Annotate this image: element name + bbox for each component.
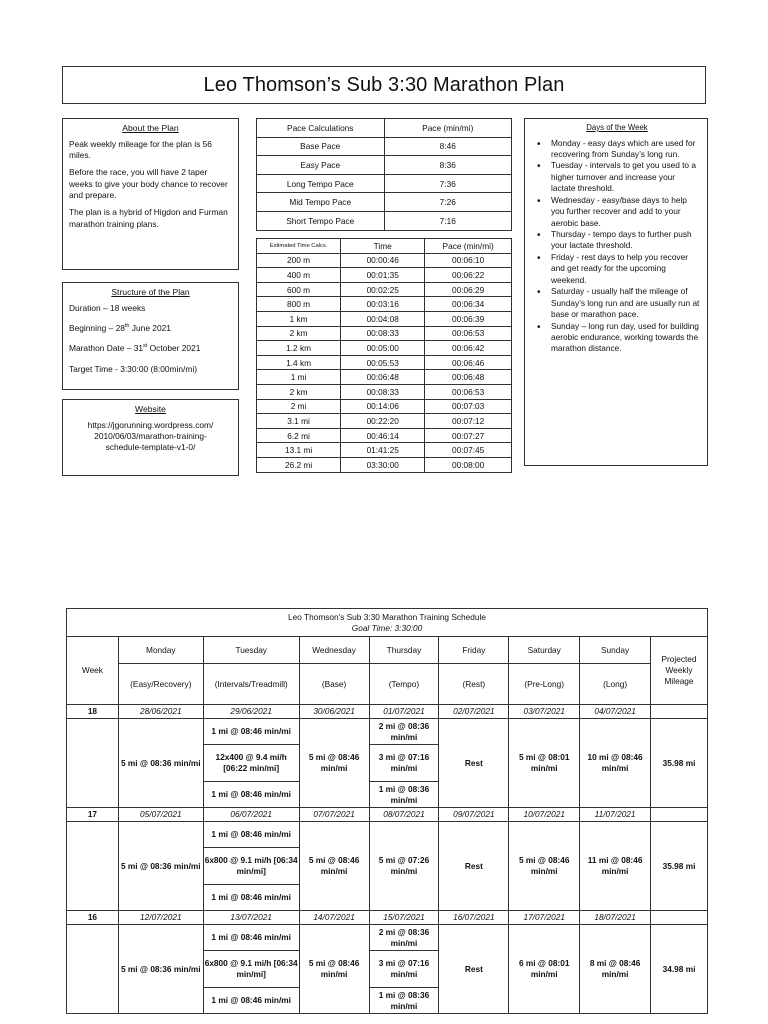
week-number: 16 <box>67 911 119 925</box>
estimated-distance: 26.2 mi <box>257 457 341 472</box>
day-description: • Wednesday - easy/base days to help you further recover and add to your aerobic base. <box>551 195 701 229</box>
pace-value: 7:16 <box>384 211 512 230</box>
schedule-workout-row <box>67 925 708 951</box>
monday-workout: 5 mi @ 08:36 min/mi <box>118 719 203 808</box>
day-header: Thursday <box>369 637 439 664</box>
days-heading: Days of the Week <box>586 123 648 132</box>
estimated-pace: 00:06:42 <box>425 341 512 356</box>
schedule-date: 14/07/2021 <box>299 911 369 925</box>
estimated-pace: 00:06:53 <box>425 384 512 399</box>
estimated-time: 03:30:00 <box>341 457 425 472</box>
estimated-pace: 00:06:29 <box>425 282 512 297</box>
monday-workout: 5 mi @ 08:36 min/mi <box>118 925 203 1014</box>
estimated-row <box>257 443 512 458</box>
schedule-date: 01/07/2021 <box>369 705 439 719</box>
schedule-workout-row <box>67 719 708 745</box>
sunday-workout: 10 mi @ 08:46 min/mi <box>580 719 651 808</box>
schedule-date: 28/06/2021 <box>118 705 203 719</box>
about-heading: About the Plan <box>122 123 179 133</box>
day-description: • Monday - easy days which are used for recovering from Sunday’s long run. <box>551 138 701 161</box>
estimated-time: 00:46:14 <box>341 428 425 443</box>
day-header: Tuesday <box>203 637 299 664</box>
date-row-spacer <box>651 705 708 719</box>
day-description: • Tuesday - intervals to get you used to a higher turnover and increase your lactate threshold. <box>551 160 701 194</box>
tuesday-workout: 1 mi @ 08:46 min/mi <box>203 988 299 1014</box>
estimated-distance: 2 km <box>257 384 341 399</box>
about-text-3: The plan is a hybrid of Higdon and Furman marathon training plans. <box>69 207 228 229</box>
estimated-time: 00:22:20 <box>341 414 425 429</box>
friday-workout: Rest <box>439 719 509 808</box>
estimated-pace: 00:06:39 <box>425 311 512 326</box>
website-panel <box>62 399 239 476</box>
saturday-workout: 5 mi @ 08:01 min/mi <box>509 719 580 808</box>
estimated-distance: 400 m <box>257 268 341 283</box>
schedule-date: 17/07/2021 <box>509 911 580 925</box>
pace-value: 7:26 <box>384 193 512 212</box>
structure-marathon-date: Marathon Date – 31st October 2021 <box>69 343 201 354</box>
estimated-row <box>257 370 512 385</box>
structure-panel <box>62 282 239 390</box>
schedule-date: 03/07/2021 <box>509 705 580 719</box>
thursday-workout: 5 mi @ 07:26 min/mi <box>369 822 439 911</box>
date-row-spacer <box>651 911 708 925</box>
day-header: Sunday <box>580 637 651 664</box>
estimated-distance: 1.4 km <box>257 355 341 370</box>
structure-duration: Duration – 18 weeks <box>69 302 146 313</box>
schedule-date: 08/07/2021 <box>369 808 439 822</box>
page-title: Leo Thomson’s Sub 3:30 Marathon Plan <box>203 73 565 96</box>
projected-mileage: 35.98 mi <box>651 822 708 911</box>
estimated-row <box>257 399 512 414</box>
pace-value: 7:36 <box>384 174 512 193</box>
estimated-time: 00:00:46 <box>341 253 425 268</box>
estimated-pace: 00:06:22 <box>425 268 512 283</box>
estimated-pace: 00:06:48 <box>425 370 512 385</box>
schedule-date: 02/07/2021 <box>439 705 509 719</box>
week-spacer <box>67 822 119 911</box>
estimated-pace: 00:06:34 <box>425 297 512 312</box>
week-number: 17 <box>67 808 119 822</box>
schedule-date: 13/07/2021 <box>203 911 299 925</box>
projected-mileage: 34.98 mi <box>651 925 708 1014</box>
estimated-time-table <box>256 238 512 473</box>
schedule-date: 12/07/2021 <box>118 911 203 925</box>
estimated-distance: 1 mi <box>257 370 341 385</box>
estimated-distance: 1.2 km <box>257 341 341 356</box>
schedule-date: 09/07/2021 <box>439 808 509 822</box>
estimated-time: 00:14:06 <box>341 399 425 414</box>
estimated-distance: 1 km <box>257 311 341 326</box>
pace-label: Easy Pace <box>257 156 385 175</box>
tuesday-workout: 1 mi @ 08:46 min/mi <box>203 719 299 745</box>
monday-workout: 5 mi @ 08:36 min/mi <box>118 822 203 911</box>
day-type-header: (Intervals/Treadmill) <box>203 664 299 705</box>
day-type-header: (Base) <box>299 664 369 705</box>
sunday-workout: 8 mi @ 08:46 min/mi <box>580 925 651 1014</box>
structure-heading: Structure of the Plan <box>111 287 190 297</box>
day-type-header: (Long) <box>580 664 651 705</box>
estimated-distance: 13.1 mi <box>257 443 341 458</box>
estimated-distance: 600 m <box>257 282 341 297</box>
pace-header-value: Pace (min/mi) <box>384 119 512 138</box>
pace-header-row <box>257 119 512 138</box>
tuesday-workout: 1 mi @ 08:46 min/mi <box>203 822 299 848</box>
estimated-pace: 00:07:12 <box>425 414 512 429</box>
schedule-date: 07/07/2021 <box>299 808 369 822</box>
estimated-time: 00:02:25 <box>341 282 425 297</box>
estimated-pace: 00:07:27 <box>425 428 512 443</box>
page-title-box <box>62 66 706 104</box>
schedule-date-row <box>67 705 708 719</box>
estimated-time: 00:08:33 <box>341 384 425 399</box>
schedule-date: 18/07/2021 <box>580 911 651 925</box>
estimated-row <box>257 268 512 283</box>
estimated-pace: 00:08:00 <box>425 457 512 472</box>
estimated-distance: 2 km <box>257 326 341 341</box>
estimated-pace: 00:06:53 <box>425 326 512 341</box>
schedule-day-row <box>67 637 708 664</box>
friday-workout: Rest <box>439 925 509 1014</box>
pace-label: Base Pace <box>257 137 385 156</box>
estimated-row <box>257 282 512 297</box>
estimated-row <box>257 414 512 429</box>
estimated-pace: 00:07:03 <box>425 399 512 414</box>
pace-row <box>257 193 512 212</box>
schedule-goal: Goal Time: 3:30:00 <box>351 622 423 633</box>
tuesday-workout: 1 mi @ 08:46 min/mi <box>203 782 299 808</box>
estimated-time: 01:41:25 <box>341 443 425 458</box>
estimated-header-time: Time <box>341 239 425 254</box>
estimated-distance: 2 mi <box>257 399 341 414</box>
pace-header-label: Pace Calculations <box>257 119 385 138</box>
week-spacer <box>67 719 119 808</box>
estimated-distance: 800 m <box>257 297 341 312</box>
day-description: • Friday - rest days to help you recover and get ready for the upcoming weekend. <box>551 252 701 286</box>
website-heading: Website <box>135 404 166 414</box>
thursday-workout: 3 mi @ 07:16 min/mi <box>369 745 439 782</box>
pace-label: Long Tempo Pace <box>257 174 385 193</box>
thursday-workout: 2 mi @ 08:36 min/mi <box>369 719 439 745</box>
schedule-type-row <box>67 664 708 705</box>
estimated-row <box>257 341 512 356</box>
estimated-pace: 00:06:10 <box>425 253 512 268</box>
structure-target: Target Time - 3:30:00 (8:00min/mi) <box>69 363 197 374</box>
pace-row <box>257 137 512 156</box>
estimated-row <box>257 457 512 472</box>
sunday-workout: 11 mi @ 08:46 min/mi <box>580 822 651 911</box>
wednesday-workout: 5 mi @ 08:46 min/mi <box>299 822 369 911</box>
day-description: • Thursday - tempo days to further push your lactate threshold. <box>551 229 701 252</box>
pace-value: 8:46 <box>384 137 512 156</box>
estimated-distance: 6.2 mi <box>257 428 341 443</box>
about-panel <box>62 118 239 270</box>
tuesday-workout: 6x800 @ 9.1 mi/h [06:34 min/mi] <box>203 848 299 885</box>
estimated-pace: 00:06:46 <box>425 355 512 370</box>
estimated-distance: 3.1 mi <box>257 414 341 429</box>
schedule-date: 15/07/2021 <box>369 911 439 925</box>
day-description: • Saturday - usually half the mileage of Sunday’s long run and are usually run at base or marathon pace. <box>551 286 701 320</box>
schedule-date-row <box>67 808 708 822</box>
estimated-time: 00:03:16 <box>341 297 425 312</box>
pace-label: Short Tempo Pace <box>257 211 385 230</box>
schedule-date: 11/07/2021 <box>580 808 651 822</box>
day-header: Wednesday <box>299 637 369 664</box>
projected-mileage: 35.98 mi <box>651 719 708 808</box>
date-row-spacer <box>651 808 708 822</box>
day-header: Monday <box>118 637 203 664</box>
wednesday-workout: 5 mi @ 08:46 min/mi <box>299 925 369 1014</box>
saturday-workout: 6 mi @ 08:01 min/mi <box>509 925 580 1014</box>
schedule-workout-row <box>67 822 708 848</box>
pace-value: 8:36 <box>384 156 512 175</box>
about-text-1: Peak weekly mileage for the plan is 56 miles. <box>69 138 212 160</box>
day-type-header: (Tempo) <box>369 664 439 705</box>
estimated-header-pace: Pace (min/mi) <box>425 239 512 254</box>
week-spacer <box>67 925 119 1014</box>
estimated-distance: 200 m <box>257 253 341 268</box>
estimated-time: 00:05:00 <box>341 341 425 356</box>
schedule-date: 05/07/2021 <box>118 808 203 822</box>
estimated-row <box>257 355 512 370</box>
day-description: • Sunday – long run day, used for building aerobic endurance, working towards the marathon distance. <box>551 321 701 355</box>
week-header: Week <box>67 637 119 705</box>
thursday-workout: 3 mi @ 07:16 min/mi <box>369 951 439 988</box>
schedule-title: Leo Thomson's Sub 3:30 Marathon Training Schedule <box>288 611 486 622</box>
schedule-date: 30/06/2021 <box>299 705 369 719</box>
tuesday-workout: 12x400 @ 9.4 mi/h [06:22 min/mi] <box>203 745 299 782</box>
pace-row <box>257 211 512 230</box>
estimated-row <box>257 428 512 443</box>
estimated-header-distance: Estimated Time Calcs. <box>257 239 341 254</box>
estimated-row <box>257 253 512 268</box>
tuesday-workout: 6x800 @ 9.1 mi/h [06:34 min/mi] <box>203 951 299 988</box>
pace-row <box>257 174 512 193</box>
tuesday-workout: 1 mi @ 08:46 min/mi <box>203 885 299 911</box>
days-panel <box>524 118 708 466</box>
estimated-pace: 00:07:45 <box>425 443 512 458</box>
projected-mileage-header: Projected Weekly Mileage <box>651 637 708 705</box>
schedule-date: 10/07/2021 <box>509 808 580 822</box>
friday-workout: Rest <box>439 822 509 911</box>
pace-label: Mid Tempo Pace <box>257 193 385 212</box>
days-list <box>533 138 701 355</box>
estimated-time: 00:06:48 <box>341 370 425 385</box>
pace-row <box>257 156 512 175</box>
schedule-date: 06/07/2021 <box>203 808 299 822</box>
schedule-date: 16/07/2021 <box>439 911 509 925</box>
website-link[interactable]: https://jgorunning.wordpress.com/ 2010/06/03/marathon-training- schedule-template-v1-0/ <box>87 419 214 453</box>
thursday-workout: 1 mi @ 08:36 min/mi <box>369 988 439 1014</box>
schedule-date: 29/06/2021 <box>203 705 299 719</box>
estimated-time: 00:05:53 <box>341 355 425 370</box>
estimated-row <box>257 326 512 341</box>
day-header: Saturday <box>509 637 580 664</box>
schedule-date: 04/07/2021 <box>580 705 651 719</box>
estimated-time: 00:01:35 <box>341 268 425 283</box>
estimated-time: 00:08:33 <box>341 326 425 341</box>
week-number: 18 <box>67 705 119 719</box>
wednesday-workout: 5 mi @ 08:46 min/mi <box>299 719 369 808</box>
thursday-workout: 1 mi @ 08:36 min/mi <box>369 782 439 808</box>
estimated-header-row <box>257 239 512 254</box>
estimated-time: 00:04:08 <box>341 311 425 326</box>
estimated-row <box>257 297 512 312</box>
estimated-row <box>257 384 512 399</box>
schedule-title-row <box>67 609 708 637</box>
day-header: Friday <box>439 637 509 664</box>
estimated-row <box>257 311 512 326</box>
day-type-header: (Easy/Recovery) <box>118 664 203 705</box>
pace-table <box>256 118 512 231</box>
training-schedule-table <box>66 608 708 1014</box>
structure-beginning: Beginning – 28th June 2021 <box>69 322 171 333</box>
about-text-2: Before the race, you will have 2 taper weeks to give your body chance to recover and prepare. <box>69 167 228 200</box>
thursday-workout: 2 mi @ 08:36 min/mi <box>369 925 439 951</box>
saturday-workout: 5 mi @ 08:46 min/mi <box>509 822 580 911</box>
day-type-header: (Rest) <box>439 664 509 705</box>
schedule-date-row <box>67 911 708 925</box>
tuesday-workout: 1 mi @ 08:46 min/mi <box>203 925 299 951</box>
day-type-header: (Pre-Long) <box>509 664 580 705</box>
